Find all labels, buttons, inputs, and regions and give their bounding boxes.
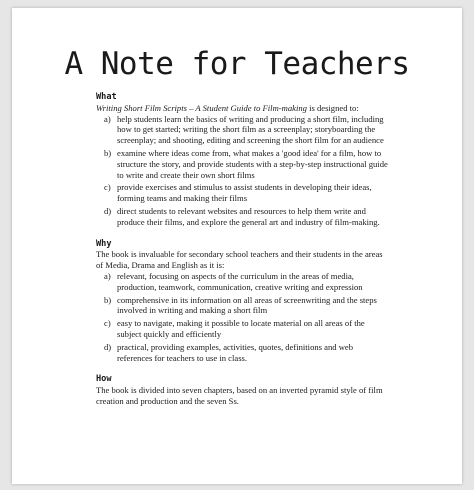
document-body bbox=[96, 92, 390, 407]
list-marker: b) bbox=[104, 294, 112, 305]
list-item-text: examine where ideas come from, what makes a 'good idea' for a film, how to structure the story, and provide students with a step-by-step instructional guide to write and create their own short films bbox=[117, 147, 388, 180]
section-what bbox=[96, 92, 390, 228]
list-item bbox=[96, 295, 390, 317]
list-marker: a) bbox=[104, 113, 111, 124]
intro-text: is designed to: bbox=[306, 102, 359, 113]
list-marker: d) bbox=[104, 341, 112, 352]
list-item bbox=[96, 114, 390, 146]
list-item-text: comprehensive in its information on all areas of screenwriting and the steps involved in writing and making a short film bbox=[117, 294, 377, 316]
list-item bbox=[96, 206, 390, 228]
list-item-text: relevant, focusing on aspects of the curriculum in the areas of media, production, teamwork, communication, creative writing and expression bbox=[117, 270, 363, 292]
list-marker: a) bbox=[104, 270, 111, 281]
list-item bbox=[96, 342, 390, 364]
section-why bbox=[96, 239, 390, 364]
section-heading-how: How bbox=[96, 374, 112, 385]
list-item bbox=[96, 182, 390, 204]
section-heading-why: Why bbox=[96, 238, 112, 249]
list-item bbox=[96, 271, 390, 293]
section-how bbox=[96, 374, 390, 406]
page-title: A Note for Teachers bbox=[64, 46, 410, 82]
what-list bbox=[96, 114, 390, 228]
list-item-text: provide exercises and stimulus to assist students in developing their ideas, forming teams and making their films bbox=[117, 182, 372, 204]
list-item-text: practical, providing examples, activities, quotes, definitions and web references for teachers to use in class. bbox=[117, 341, 354, 363]
why-list bbox=[96, 271, 390, 363]
section-heading-what: What bbox=[96, 92, 117, 102]
list-item-text: direct students to relevant websites and resources to help them write and produce their films, and explore the general art and industry of film-making. bbox=[117, 205, 380, 227]
list-marker: b) bbox=[104, 147, 112, 158]
document-page bbox=[12, 8, 462, 484]
list-item-text: help students learn the basics of writing and producing a short film, including how to get started; writing the short film as a screenplay; storyboarding the screenplay; and shooting, editing and screening the short film for an audience bbox=[117, 113, 384, 146]
section-intro-why: The book is invaluable for secondary school teachers and their students in the areas of Media, Drama and English as it is: bbox=[96, 249, 383, 271]
list-item bbox=[96, 318, 390, 340]
list-item-text: easy to navigate, making it possible to locate material on all areas of the subject quickly and efficiently bbox=[117, 318, 365, 339]
section-intro-how: The book is divided into seven chapters, based on an inverted pyramid style of film creation and production and the seven Ss. bbox=[96, 385, 383, 406]
list-marker: c) bbox=[104, 182, 111, 193]
list-item bbox=[96, 148, 390, 180]
section-intro-what bbox=[96, 103, 390, 114]
list-marker: d) bbox=[104, 205, 112, 216]
book-title: Writing Short Film Scripts – A Student Guide to Film-making bbox=[96, 102, 307, 113]
list-marker: c) bbox=[104, 318, 111, 329]
